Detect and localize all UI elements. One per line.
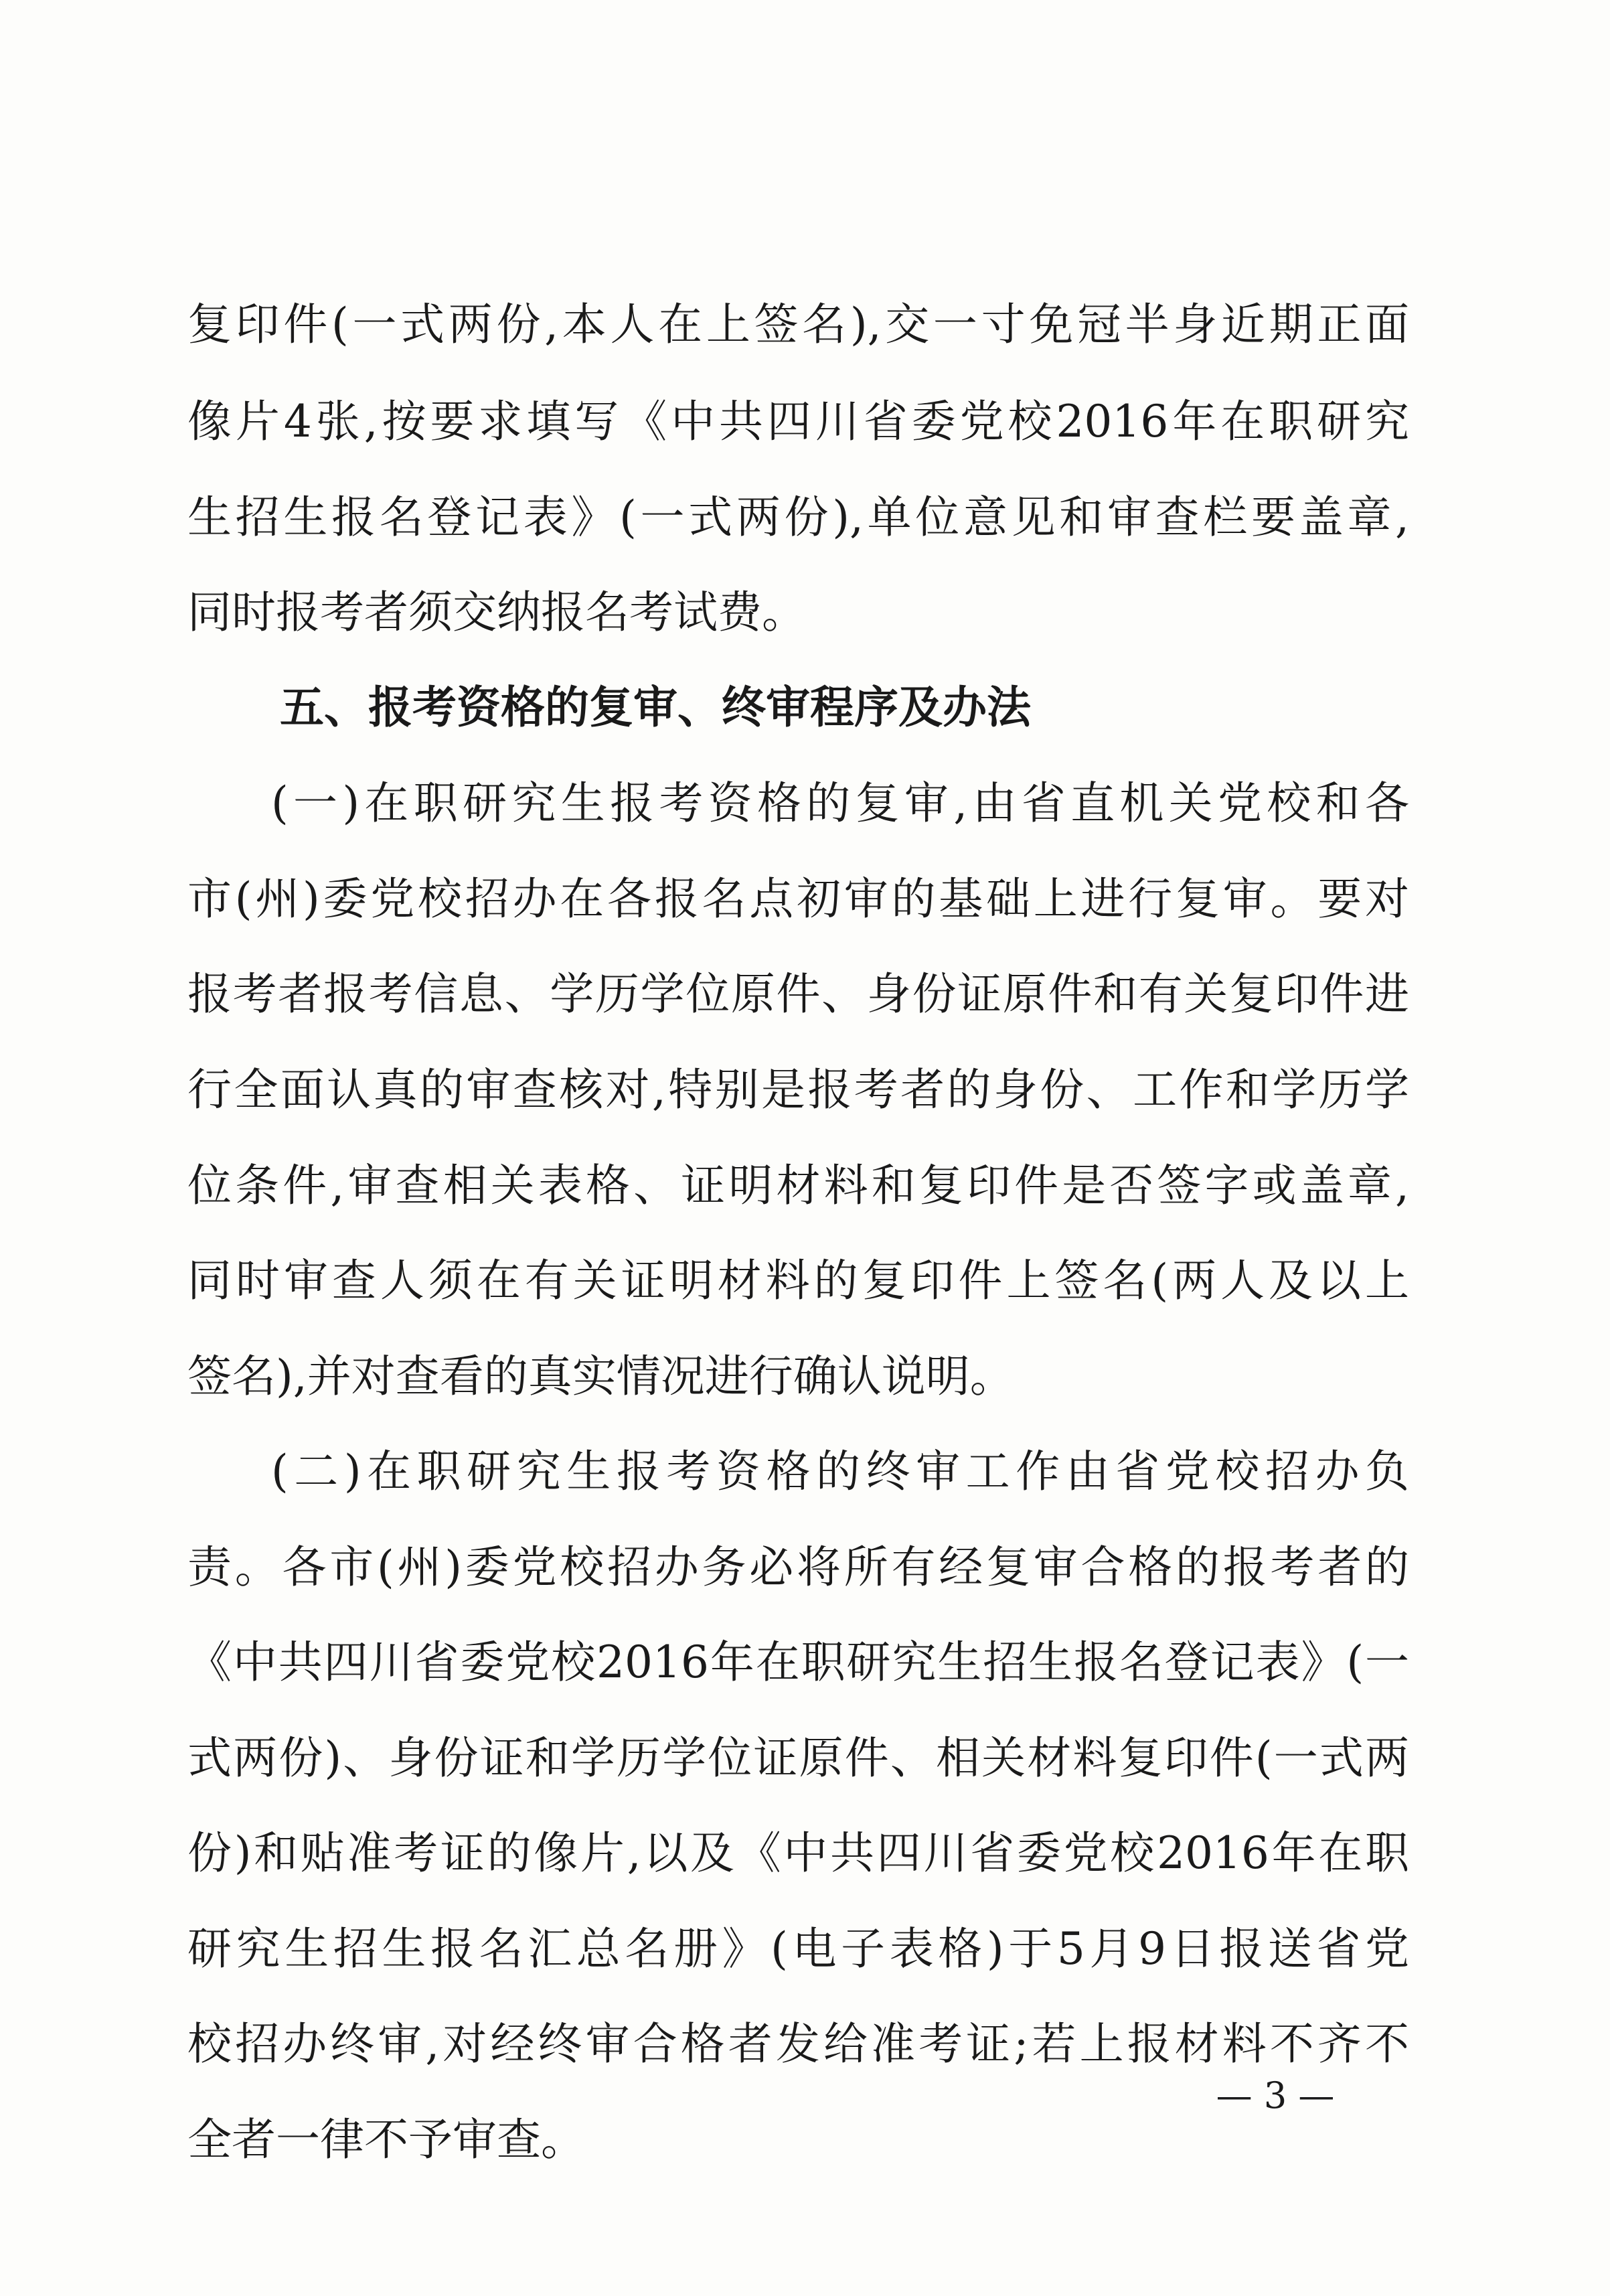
paragraph-line: 位条件,审查相关表格、证明材料和复印件是否签字或盖章, [187, 1160, 1409, 1211]
paragraph-line: 报考者报考信息、学历学位原件、身份证原件和有关复印件进 [187, 968, 1409, 1020]
paragraph-line: 研究生招生报名汇总名册》(电子表格)于5月9日报送省党 [187, 1923, 1409, 1975]
paragraph-line: 《中共四川省委党校2016年在职研究生招生报名登记表》(一 [187, 1636, 1409, 1688]
page-number: — 3 — [1216, 2074, 1335, 2117]
paragraph-line: 同时审查人须在有关证明材料的复印件上签名(两人及以上 [187, 1255, 1409, 1306]
paragraph-line: 全者一律不予审查。 [187, 2114, 585, 2165]
paragraph-line: 像片4张,按要求填写《中共四川省委党校2016年在职研究 [187, 396, 1409, 447]
paragraph-line: 行全面认真的审查核对,特别是报考者的身份、工作和学历学 [187, 1064, 1409, 1116]
paragraph-line: (二)在职研究生报考资格的终审工作由省党校招办负 [271, 1446, 1409, 1497]
paragraph-line: 复印件(一式两份,本人在上签名),交一寸免冠半身近期正面 [187, 299, 1409, 350]
paragraph-line: 校招办终审,对经终审合格者发给准考证;若上报材料不齐不 [187, 2018, 1409, 2070]
paragraph-line: 市(州)委党校招办在各报名点初审的基础上进行复审。要对 [187, 873, 1409, 925]
paragraph-line: 同时报考者须交纳报名考试费。 [187, 587, 806, 638]
paragraph-line: 签名),并对查看的真实情况进行确认说明。 [187, 1351, 1014, 1402]
paragraph-line: 生招生报名登记表》(一式两份),单位意见和审查栏要盖章, [187, 491, 1409, 543]
section-heading: 五、报考资格的复审、终审程序及办法 [280, 682, 1031, 733]
paragraph-line: 式两份)、身份证和学历学位证原件、相关材料复印件(一式两 [187, 1732, 1409, 1784]
paragraph-line: (一)在职研究生报考资格的复审,由省直机关党校和各 [271, 777, 1409, 829]
paragraph-line: 份)和贴准考证的像片,以及《中共四川省委党校2016年在职 [187, 1827, 1409, 1879]
paragraph-line: 责。各市(州)委党校招办务必将所有经复审合格的报考者的 [187, 1541, 1409, 1593]
